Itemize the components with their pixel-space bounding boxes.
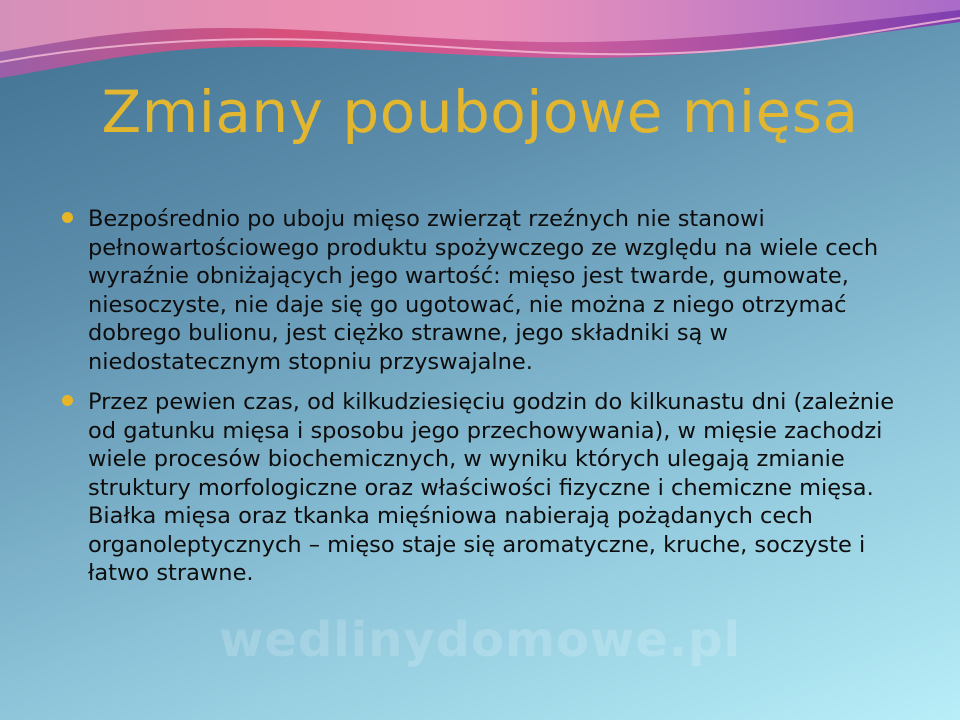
bullet-item [58, 388, 908, 588]
bullet-text: Bezpośrednio po uboju mięso zwierząt rzeźnych nie stanowi pełnowartościowego produktu spożywczego ze względu na wiele cech wyraźnie obniżających jego wartość: mięso jest twarde, gumowate, niesoczyste, nie daje się go ugotować, nie można z niego otrzymać dobrego bulionu, jest ciężko strawne, jego składniki są w niedostatecznym stopniu przyswajalne. [88, 206, 879, 375]
bullet-dot-icon [62, 395, 73, 406]
slide-title: Zmiany poubojowe mięsa [101, 78, 859, 146]
bullet-dot-icon [62, 212, 73, 223]
decorative-wave-banner [0, 0, 960, 90]
bullet-list [58, 205, 908, 600]
bullet-item [58, 205, 908, 376]
bullet-text: Przez pewien czas, od kilkudziesięciu godzin do kilkunastu dni (zależnie od gatunku mięsa i sposobu jego przechowywania), w mięsie zachodzi wiele procesów biochemicznych, w wyniku których ulegają zmianie struktury morfologiczne oraz właściwości fizyczne i chemiczne mięsa. Białka mięsa oraz tkanka mięśniowa nabierają pożądanych cech organoleptycznych – mięso staje się aromatyczne, kruche, soczyste i łatwo strawne. [88, 389, 895, 586]
watermark: wedlinydomowe.pl [219, 612, 741, 668]
